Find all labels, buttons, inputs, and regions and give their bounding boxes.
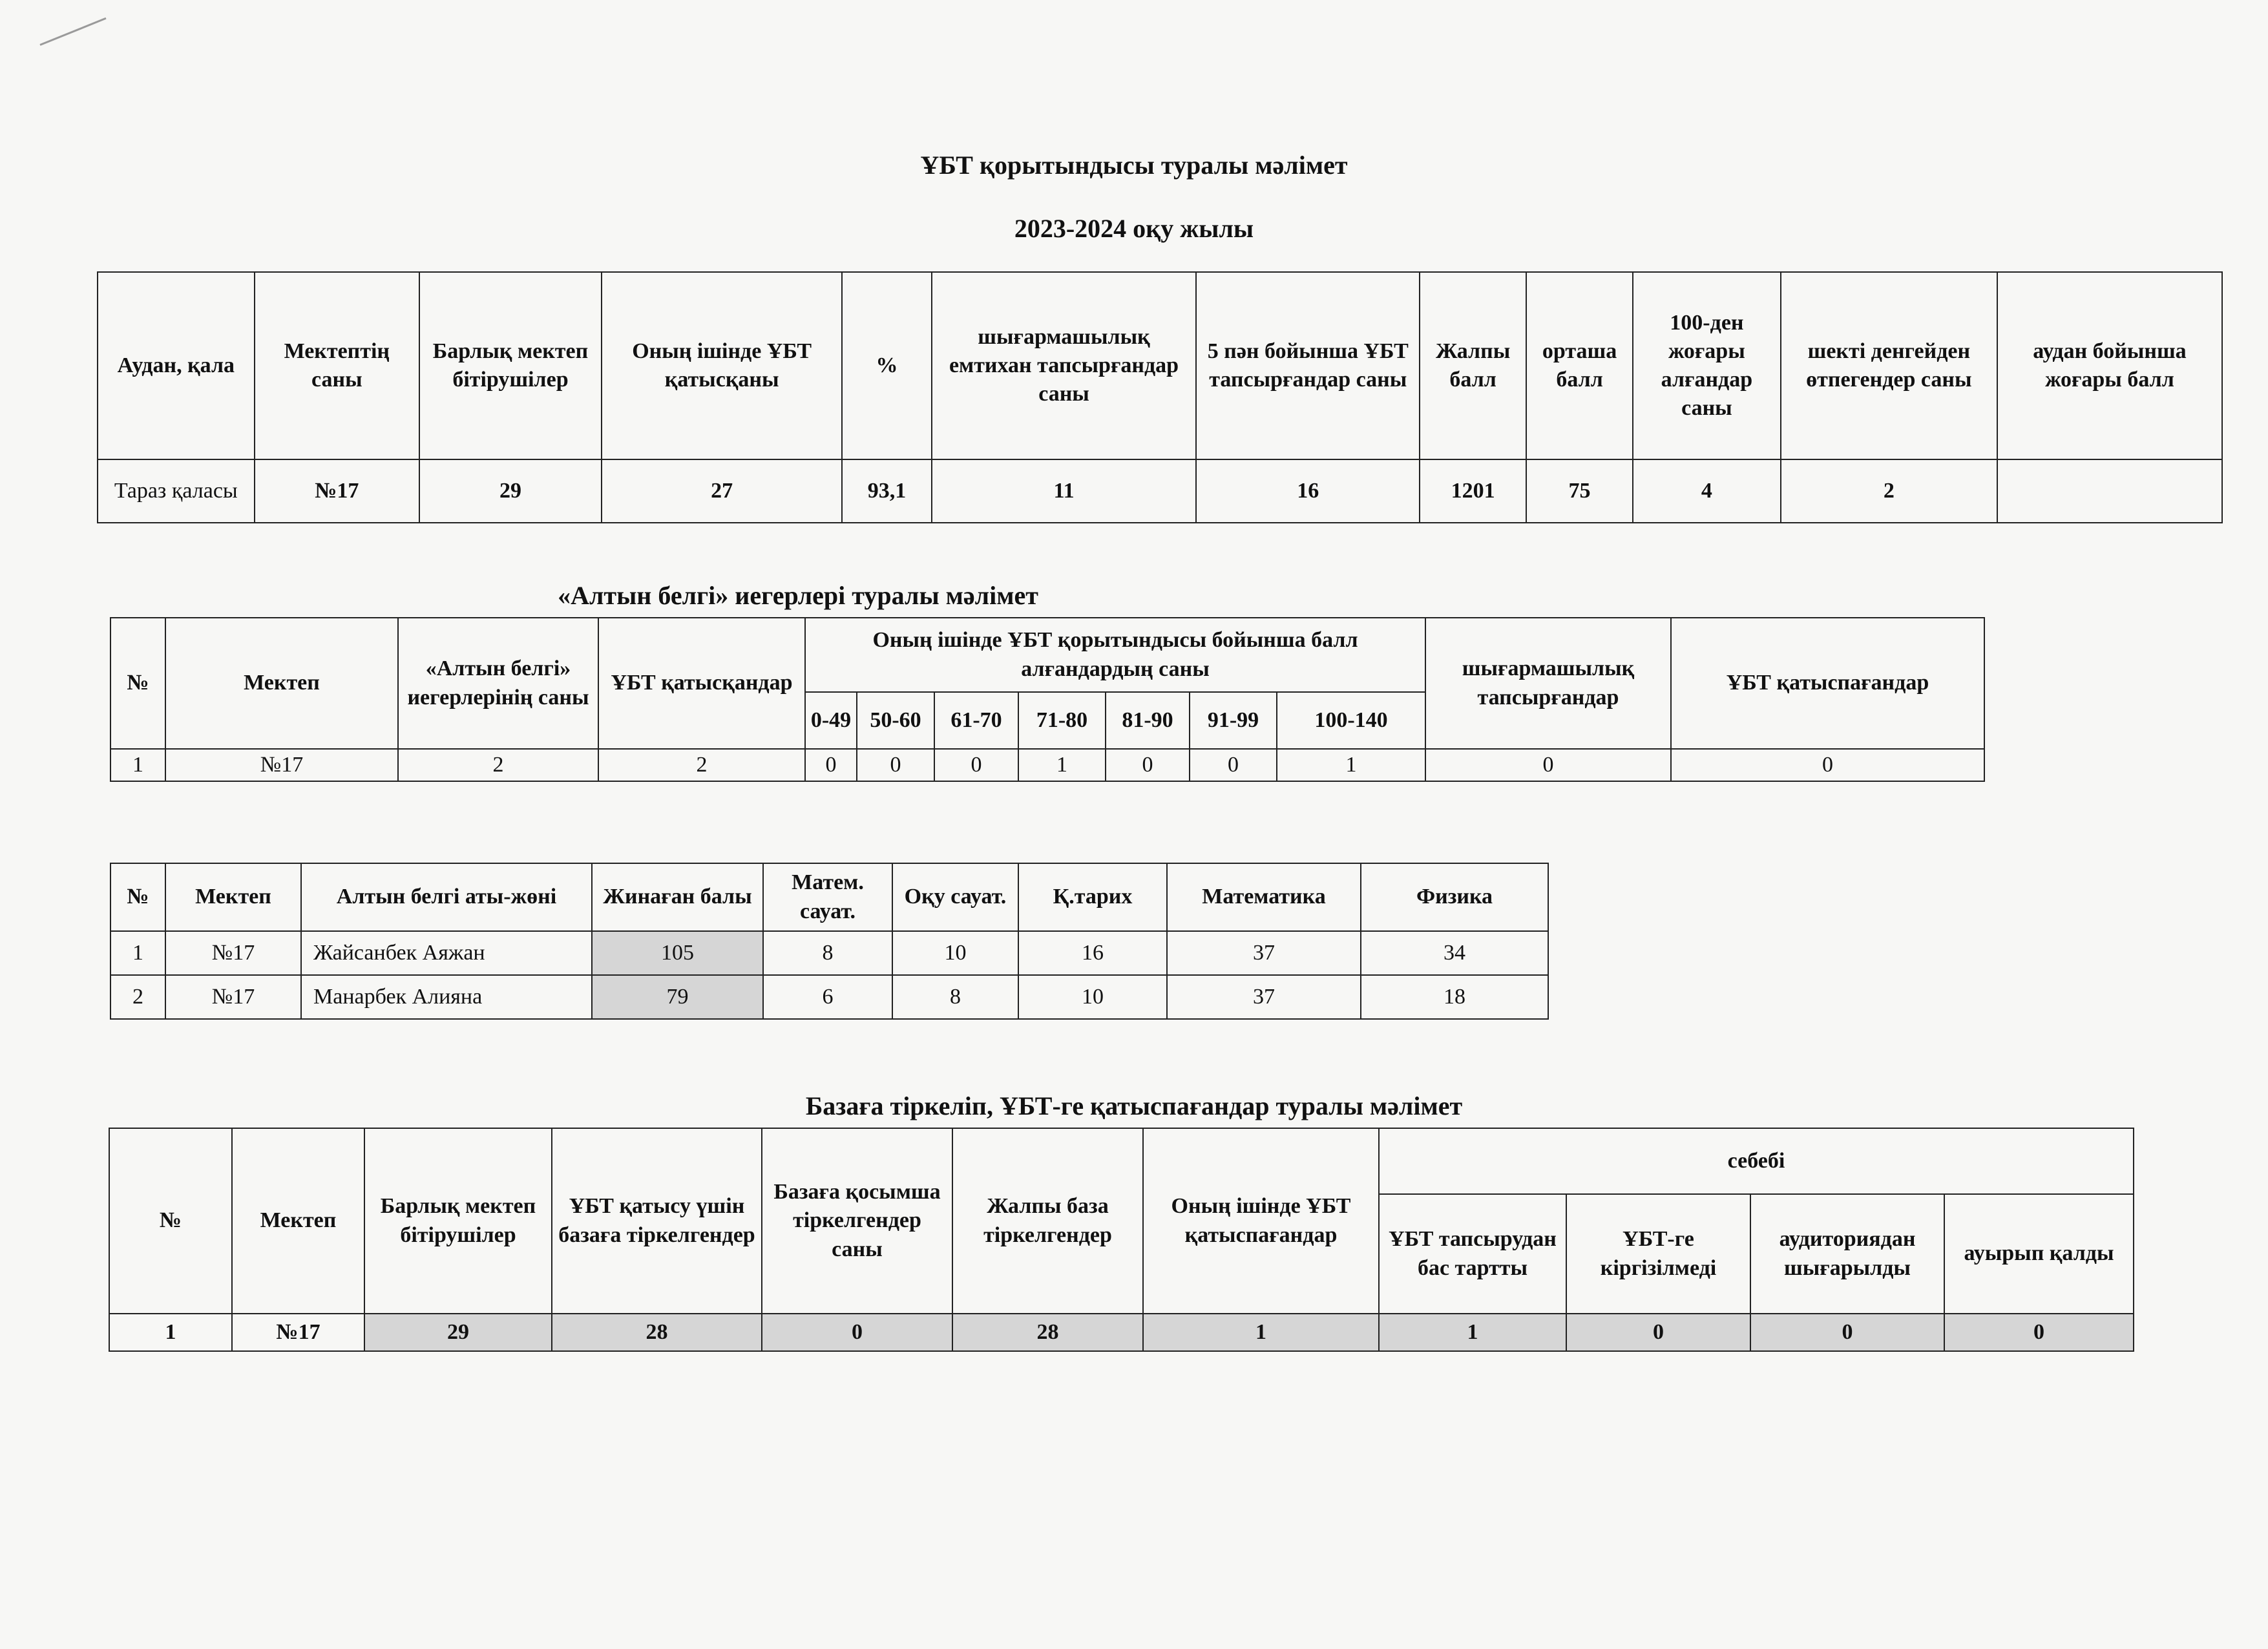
table-cell: 0 bbox=[1190, 749, 1277, 781]
header-cell: Жинаған балы bbox=[592, 863, 763, 931]
header-cell: № bbox=[110, 618, 165, 749]
header-cell: Оқу сауат. bbox=[892, 863, 1018, 931]
table-cell: 28 bbox=[952, 1314, 1143, 1351]
header-cell: Барлық мектеп бітірушілер bbox=[419, 272, 602, 459]
header-cell: Базаға қосымша тіркелгендер саны bbox=[762, 1128, 952, 1314]
header-cell: 50-60 bbox=[857, 692, 934, 749]
table-cell: 0 bbox=[1106, 749, 1190, 781]
table-cell: №17 bbox=[165, 975, 301, 1019]
header-cell: ҰБТ қатыспағандар bbox=[1671, 618, 1984, 749]
table-cell: 105 bbox=[592, 931, 763, 975]
table-row bbox=[98, 459, 2222, 523]
header-cell: Аудан, қала bbox=[98, 272, 255, 459]
table-cell: 18 bbox=[1361, 975, 1548, 1019]
header-cell: Алтын белгі аты-жөні bbox=[301, 863, 592, 931]
table-cell: Тараз қаласы bbox=[98, 459, 255, 523]
table-cell: 27 bbox=[602, 459, 842, 523]
table-cell: 0 bbox=[934, 749, 1018, 781]
table-cell: 29 bbox=[419, 459, 602, 523]
table-cell: 37 bbox=[1167, 931, 1361, 975]
table-cell: 1 bbox=[1143, 1314, 1379, 1351]
table-cell: 2 bbox=[110, 975, 165, 1019]
header-cell: шығармашылық емтихан тапсырғандар саны bbox=[932, 272, 1197, 459]
table-cell: 1 bbox=[109, 1314, 232, 1351]
table-cell: 10 bbox=[1018, 975, 1167, 1019]
header-cell: 5 пән бойынша ҰБТ тапсырғандар саны bbox=[1196, 272, 1420, 459]
table-cell bbox=[1997, 459, 2222, 523]
header-cell: ҰБТ қатысу үшін базаға тіркелгендер bbox=[552, 1128, 762, 1314]
header-cell: 0-49 bbox=[805, 692, 857, 749]
table-cell: 2 bbox=[398, 749, 598, 781]
table-cell: 16 bbox=[1196, 459, 1420, 523]
table-cell: 28 bbox=[552, 1314, 762, 1351]
table-cell: 1 bbox=[1018, 749, 1106, 781]
table-row bbox=[109, 1314, 2134, 1351]
header-cell: аудан бойынша жоғары балл bbox=[1997, 272, 2222, 459]
table-cell: 8 bbox=[763, 931, 892, 975]
table-cell: 34 bbox=[1361, 931, 1548, 975]
header-cell: Математика bbox=[1167, 863, 1361, 931]
table-cell: 10 bbox=[892, 931, 1018, 975]
table-cell: 37 bbox=[1167, 975, 1361, 1019]
header-cell: себебі bbox=[1379, 1128, 2134, 1194]
table-cell: 0 bbox=[1944, 1314, 2134, 1351]
student-name-cell: Жайсанбек Аяжан bbox=[301, 931, 592, 975]
header-cell: орташа балл bbox=[1526, 272, 1633, 459]
table-header-row bbox=[109, 1128, 2134, 1194]
table-cell: 0 bbox=[1750, 1314, 1944, 1351]
header-cell: шығармашылық тапсырғандар bbox=[1425, 618, 1671, 749]
header-cell: Мектептің саны bbox=[255, 272, 419, 459]
registered-not-participated-table bbox=[109, 1128, 2134, 1352]
table-cell: №17 bbox=[165, 749, 398, 781]
header-cell: Жалпы база тіркелгендер bbox=[952, 1128, 1143, 1314]
table-cell: 11 bbox=[932, 459, 1197, 523]
document-subtitle: 2023-2024 оқу жылы bbox=[1014, 214, 1254, 243]
section-title-gold: «Алтын белгі» иегерлері туралы мәлімет bbox=[558, 581, 1038, 610]
table-cell: 93,1 bbox=[842, 459, 931, 523]
header-cell: % bbox=[842, 272, 931, 459]
header-cell: № bbox=[110, 863, 165, 931]
header-cell: 100-ден жоғары алғандар саны bbox=[1633, 272, 1781, 459]
table-cell: 0 bbox=[762, 1314, 952, 1351]
table-cell: 0 bbox=[1425, 749, 1671, 781]
header-cell: шекті денгейден өтпегендер саны bbox=[1781, 272, 1997, 459]
table-cell: 16 bbox=[1018, 931, 1167, 975]
header-cell: Оның ішінде ҰБТ қатысқаны bbox=[602, 272, 842, 459]
scan-mark bbox=[39, 17, 106, 46]
header-cell: ҰБТ-ге кіргізілмеді bbox=[1566, 1194, 1750, 1314]
header-cell: 91-99 bbox=[1190, 692, 1277, 749]
table-header-row bbox=[98, 272, 2222, 459]
table-cell: 0 bbox=[1671, 749, 1984, 781]
header-cell: № bbox=[109, 1128, 232, 1314]
table-cell: №17 bbox=[255, 459, 419, 523]
table-cell: 6 bbox=[763, 975, 892, 1019]
table-cell: 29 bbox=[364, 1314, 552, 1351]
header-cell: аудиториядан шығарылды bbox=[1750, 1194, 1944, 1314]
header-cell: Оның ішінде ҰБТ қатыспағандар bbox=[1143, 1128, 1379, 1314]
table-cell: №17 bbox=[165, 931, 301, 975]
header-cell: Физика bbox=[1361, 863, 1548, 931]
table-cell: 79 bbox=[592, 975, 763, 1019]
header-cell: Қ.тарих bbox=[1018, 863, 1167, 931]
table-cell: 0 bbox=[1566, 1314, 1750, 1351]
header-cell: ауырып қалды bbox=[1944, 1194, 2134, 1314]
table-cell: 0 bbox=[805, 749, 857, 781]
header-cell: 71-80 bbox=[1018, 692, 1106, 749]
student-name-cell: Манарбек Алияна bbox=[301, 975, 592, 1019]
table-cell: 75 bbox=[1526, 459, 1633, 523]
table-cell: 1201 bbox=[1420, 459, 1526, 523]
header-cell: Барлық мектеп бітірушілер bbox=[364, 1128, 552, 1314]
header-cell: Матем. сауат. bbox=[763, 863, 892, 931]
table-cell: 8 bbox=[892, 975, 1018, 1019]
table-cell: 1 bbox=[1379, 1314, 1566, 1351]
header-cell: 100-140 bbox=[1277, 692, 1425, 749]
header-cell: ҰБТ қатысқандар bbox=[598, 618, 805, 749]
table-header-row bbox=[110, 863, 1548, 931]
ubt-summary-table bbox=[97, 271, 2223, 523]
header-cell: 81-90 bbox=[1106, 692, 1190, 749]
table-cell: 1 bbox=[110, 931, 165, 975]
header-cell: Мектеп bbox=[232, 1128, 364, 1314]
table-row bbox=[110, 975, 1548, 1019]
header-cell: «Алтын белгі» иегерлерінің саны bbox=[398, 618, 598, 749]
table-row bbox=[110, 749, 1984, 781]
table-cell: 2 bbox=[1781, 459, 1997, 523]
table-cell: 4 bbox=[1633, 459, 1781, 523]
document-title: ҰБТ қорытындысы туралы мәлімет bbox=[920, 151, 1348, 180]
table-cell: 1 bbox=[110, 749, 165, 781]
header-cell: Жалпы балл bbox=[1420, 272, 1526, 459]
table-cell: 0 bbox=[857, 749, 934, 781]
section-title-absent: Базаға тіркеліп, ҰБТ-ге қатыспағандар туралы мәлімет bbox=[805, 1091, 1463, 1120]
header-cell: Мектеп bbox=[165, 618, 398, 749]
gold-medal-summary-table bbox=[110, 617, 1985, 782]
table-cell: 2 bbox=[598, 749, 805, 781]
table-row bbox=[110, 931, 1548, 975]
table-cell: 1 bbox=[1277, 749, 1425, 781]
header-cell: Оның ішінде ҰБТ қорытындысы бойынша балл алғандардың саны bbox=[805, 618, 1425, 692]
table-cell: №17 bbox=[232, 1314, 364, 1351]
table-header-row bbox=[110, 618, 1984, 692]
gold-medal-students-table bbox=[110, 863, 1549, 1020]
header-cell: 61-70 bbox=[934, 692, 1018, 749]
header-cell: Мектеп bbox=[165, 863, 301, 931]
header-cell: ҰБТ тапсырудан бас тартты bbox=[1379, 1194, 1566, 1314]
